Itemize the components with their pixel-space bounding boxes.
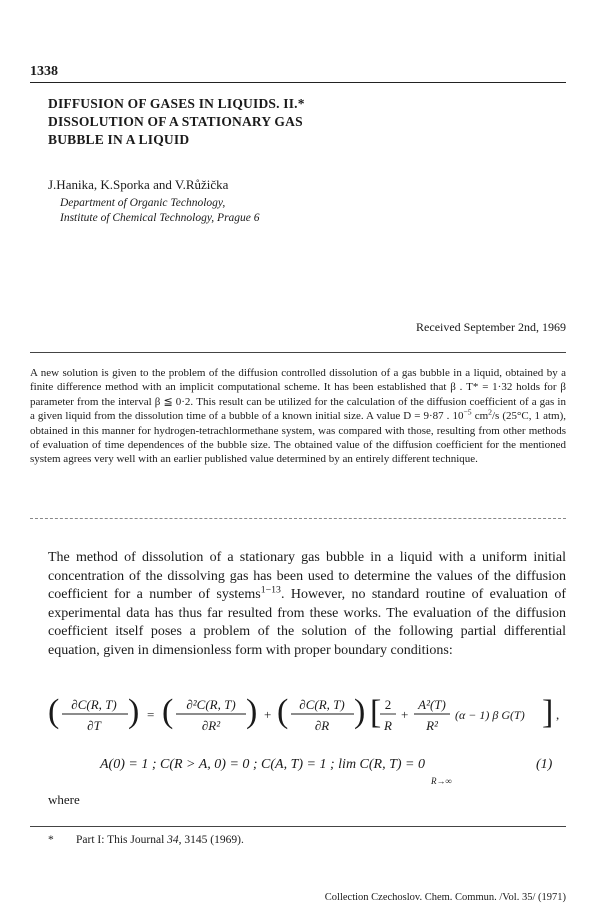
affiliation-line-2: Institute of Chemical Technology, Prague 6: [60, 212, 260, 224]
abstract-text-2: cm: [471, 410, 489, 423]
equation-number: (1): [536, 757, 553, 772]
footnote-text-1: Part I: This Journal: [76, 834, 168, 846]
body-text-1: The method of dissolution of a stationary gas bubble in a liquid with a uniform initial concentration of the dissolving gas has been used to determine the values of the diffusion coefficient for a number of systems: [48, 550, 566, 602]
lhs-denominator: ∂T: [87, 718, 101, 733]
article-title: [48, 95, 548, 149]
title-line-1: DIFFUSION OF GASES IN LIQUIDS. II.*: [48, 96, 305, 111]
body-paragraph: [48, 549, 566, 660]
footnote-text-2: , 3145 (1969).: [178, 834, 244, 846]
boundary-conditions: [100, 757, 570, 786]
bracket-plus-sign: +: [401, 707, 409, 722]
footnote: [48, 834, 244, 846]
body-text-2: . However, no standard routine of evaluation of experimental data has thus far resulted from these works. The evaluation of the diffusion coefficient itself poses a problem of the solution of the following partial differential equation, given in dimensionless form with proper boundary conditions:: [48, 587, 566, 658]
authors: J.Hanika, K.Sporka and V.Růžička: [48, 177, 229, 192]
abstract-exponent-1: −5: [463, 407, 472, 417]
term1-open-paren: (: [162, 693, 174, 730]
lhs-numerator: ∂C(R, T): [71, 697, 117, 712]
term1-denominator: ∂R²: [201, 718, 221, 733]
lhs-open-paren: (: [48, 693, 60, 730]
affiliation-line-1: Department of Organic Technology,: [60, 197, 226, 209]
received-date: Received September 2nd, 1969: [416, 320, 566, 334]
journal-footer: Collection Czechoslov. Chem. Commun. /Vol. 35/ (1971): [324, 892, 566, 903]
fraction1-denominator: R: [384, 718, 392, 733]
bracket-tail-term: (α − 1) β G(T): [455, 708, 525, 722]
bracket-close: ]: [542, 694, 554, 731]
fraction2-numerator: A²(T): [418, 697, 446, 712]
abstract-bottom-rule: [30, 518, 566, 519]
affiliation: [60, 196, 260, 226]
reference-superscript: 1−13: [260, 584, 281, 596]
limit-subscript: R→∞: [431, 776, 452, 786]
boundary-conditions-text: A(0) = 1 ; C(R > A, 0) = 0 ; C(A, T) = 1 ; lim C(R, T) = 0: [100, 757, 426, 772]
term2-denominator: ∂R: [314, 718, 330, 733]
plus-sign: +: [264, 707, 272, 722]
abstract-top-rule: [30, 352, 566, 353]
abstract: [30, 366, 566, 467]
equals-sign: =: [147, 707, 155, 722]
title-line-3: BUBBLE IN A LIQUID: [48, 132, 190, 147]
fraction2-denominator: R²: [426, 718, 438, 733]
footnote-mark: *: [48, 834, 54, 846]
title-line-2: DISSOLUTION OF A STATIONARY GAS: [48, 114, 303, 129]
footnote-volume: 34: [167, 834, 179, 846]
term1-close-paren: ): [246, 693, 258, 730]
lhs-close-paren: ): [128, 693, 140, 730]
term2-open-paren: (: [277, 693, 289, 730]
term2-numerator: ∂C(R, T): [299, 697, 345, 712]
abstract-text-3: /s (25°C, 1 atm), obtained in this manner for hydrogen-tetrachlormethane system, was compared with those, resulting from other methods of evaluation of time dependences of the bubble size. The obtained value of the diffusion coefficient for the mentioned system agrees very well with an earlier published value determined by an entirely different technique.: [30, 410, 566, 466]
page-number: 1338: [30, 64, 58, 79]
term2-close-paren: ): [354, 693, 366, 730]
abstract-exponent-2: 2: [488, 407, 492, 417]
abstract-text-1: A new solution is given to the problem of the diffusion controlled dissolution of a gas bubble in a liquid, obtained by a finite difference method with an implicit computational scheme. It has been established that β . T* = 1·32 holds for β parameter from the interval β ≦ 0·2. This result can be utilized for the calculation of the diffusion coefficient of a gas in a given liquid from the dissolution time of a bubble of a known initial size. A value D = 9·87 . 10: [30, 367, 566, 423]
header-rule: [30, 82, 566, 83]
fraction1-numerator: 2: [384, 697, 392, 712]
term1-numerator: ∂²C(R, T): [186, 697, 236, 712]
footnote-rule: [30, 826, 566, 827]
equation-comma: ,: [556, 707, 560, 722]
where-label: where: [48, 792, 80, 807]
equation-1: [48, 690, 578, 740]
bracket-open: [: [370, 694, 382, 731]
